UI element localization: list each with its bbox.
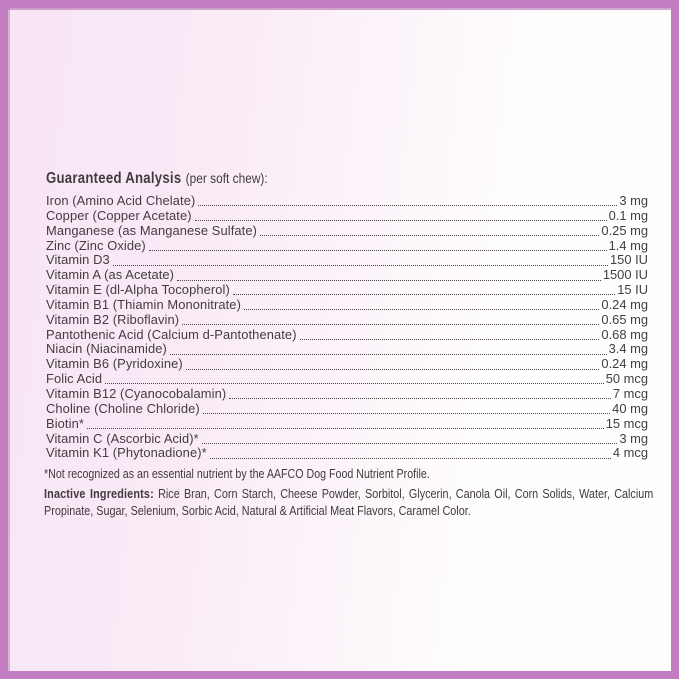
nutrient-label: Vitamin E (dl-Alpha Tocopherol) bbox=[46, 282, 230, 298]
analysis-row bbox=[46, 342, 648, 357]
analysis-row bbox=[46, 194, 648, 209]
analysis-row bbox=[46, 446, 648, 461]
dot-leader bbox=[229, 398, 611, 399]
nutrient-value: 0.65 mg bbox=[601, 311, 648, 327]
nutrient-value: 4 mcg bbox=[612, 445, 648, 461]
guaranteed-analysis-header bbox=[46, 170, 268, 188]
dot-leader bbox=[149, 250, 607, 251]
nutrient-value: 1500 IU bbox=[602, 267, 648, 283]
dot-leader bbox=[170, 354, 607, 355]
analysis-row bbox=[46, 357, 648, 372]
nutrient-value: 0.24 mg bbox=[601, 296, 648, 312]
nutrient-label: Vitamin A (as Acetate) bbox=[46, 267, 175, 283]
dot-leader bbox=[105, 383, 604, 384]
nutrient-label: Folic Acid bbox=[46, 371, 103, 387]
nutrient-value: 3.4 mg bbox=[608, 341, 648, 357]
nutrient-value: 50 mcg bbox=[605, 371, 648, 387]
analysis-row bbox=[46, 253, 648, 268]
analysis-row bbox=[46, 313, 648, 328]
inactive-ingredients-text: Rice Bran, Corn Starch, Cheese Powder, Sorbitol, Glycerin, Canola Oil, Corn Solids, Water, Calcium Propinate, Sugar, Selenium, Sorbic Acid, Natural & Artificial Meat Flavors, Caramel Color. bbox=[44, 486, 654, 519]
nutrient-label: Vitamin B1 (Thiamin Mononitrate) bbox=[46, 296, 241, 312]
analysis-row bbox=[46, 417, 648, 432]
aafco-footnote: *Not recognized as an essential nutrient by the AAFCO Dog Food Nutrient Profile. bbox=[44, 466, 430, 481]
dot-leader bbox=[177, 280, 601, 281]
nutrient-value: 15 IU bbox=[617, 282, 648, 298]
nutrient-label: Vitamin B2 (Riboflavin) bbox=[46, 311, 180, 327]
nutrient-label: Choline (Choline Chloride) bbox=[46, 400, 200, 416]
dot-leader bbox=[244, 309, 599, 310]
analysis-row bbox=[46, 224, 648, 239]
dot-leader bbox=[113, 265, 608, 266]
nutrient-label: Vitamin C (Ascorbic Acid)* bbox=[46, 430, 199, 446]
dot-leader bbox=[182, 324, 599, 325]
nutrient-label: Zinc (Zinc Oxide) bbox=[46, 237, 146, 253]
dot-leader bbox=[186, 369, 600, 370]
nutrient-value: 15 mcg bbox=[605, 415, 648, 431]
nutrient-value: 0.25 mg bbox=[601, 222, 648, 238]
nutrient-value: 3 mg bbox=[619, 193, 648, 208]
nutrient-label: Iron (Amino Acid Chelate) bbox=[46, 193, 196, 208]
nutrient-label: Vitamin B12 (Cyanocobalamin) bbox=[46, 385, 227, 401]
dot-leader bbox=[87, 428, 604, 429]
analysis-row bbox=[46, 432, 648, 447]
analysis-row bbox=[46, 209, 648, 224]
analysis-row bbox=[46, 268, 648, 283]
nutrient-label: Niacin (Niacinamide) bbox=[46, 341, 167, 357]
dot-leader bbox=[203, 413, 610, 414]
inactive-ingredients-paragraph bbox=[44, 485, 653, 519]
per-soft-chew-note: (per soft chew): bbox=[185, 170, 268, 186]
analysis-row bbox=[46, 283, 648, 298]
analysis-row bbox=[46, 372, 648, 387]
analysis-row bbox=[46, 328, 648, 343]
nutrient-value: 0.68 mg bbox=[601, 326, 648, 342]
nutrient-value: 7 mcg bbox=[612, 385, 648, 401]
nutrient-label: Manganese (as Manganese Sulfate) bbox=[46, 222, 258, 238]
nutrient-label: Biotin* bbox=[46, 415, 84, 431]
dot-leader bbox=[195, 220, 607, 221]
inactive-ingredients-label: Inactive Ingredients: bbox=[44, 486, 154, 501]
dot-leader bbox=[260, 235, 599, 236]
dot-leader bbox=[210, 458, 611, 459]
nutrient-label: Vitamin K1 (Phytonadione)* bbox=[46, 445, 207, 461]
dot-leader bbox=[233, 294, 615, 295]
analysis-row bbox=[46, 402, 648, 417]
nutrient-value: 150 IU bbox=[610, 252, 648, 268]
nutrient-label: Vitamin D3 bbox=[46, 252, 110, 268]
nutrient-value: 40 mg bbox=[612, 400, 648, 416]
analysis-table bbox=[46, 194, 648, 461]
nutrient-label: Pantothenic Acid (Calcium d-Pantothenate) bbox=[46, 326, 297, 342]
dot-leader bbox=[202, 443, 618, 444]
dot-leader bbox=[300, 339, 600, 340]
nutrient-value: 0.24 mg bbox=[601, 356, 648, 372]
nutrient-value: 0.1 mg bbox=[608, 207, 648, 223]
nutrient-label: Copper (Copper Acetate) bbox=[46, 207, 192, 223]
nutrient-value: 3 mg bbox=[619, 430, 648, 446]
guaranteed-analysis-title: Guaranteed Analysis bbox=[46, 170, 182, 187]
analysis-row bbox=[46, 239, 648, 254]
dot-leader bbox=[198, 205, 617, 206]
nutrient-value: 1.4 mg bbox=[608, 237, 648, 253]
nutrient-label: Vitamin B6 (Pyridoxine) bbox=[46, 356, 183, 372]
analysis-row bbox=[46, 298, 648, 313]
analysis-row bbox=[46, 387, 648, 402]
